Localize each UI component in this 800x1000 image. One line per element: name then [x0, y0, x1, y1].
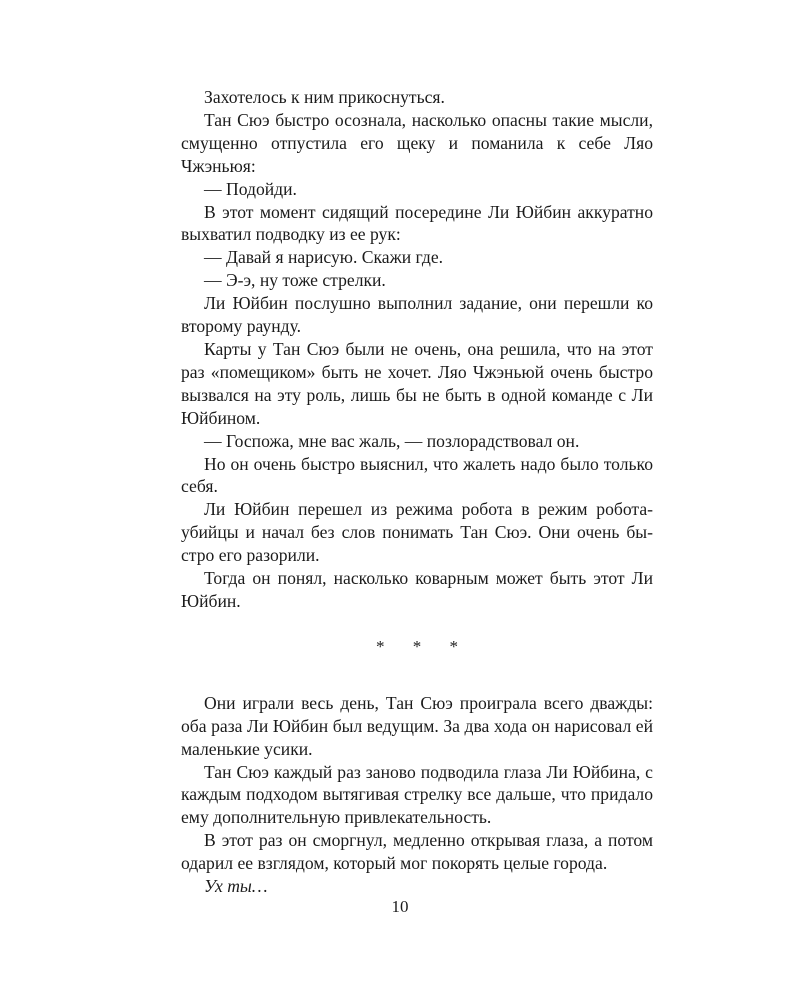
paragraph: Ли Юйбин перешел из режима робота в режим робота-убийцы и начал без слов понимать Тан Сюэ. Они очень быстро его разорили.: [181, 499, 653, 566]
dialogue-line: — Госпожа, мне вас жаль, — позлорадствовал он.: [204, 430, 580, 451]
italic-thought: Ух ты…: [204, 876, 268, 897]
paragraph: Тогда он понял, насколько коварным может быть этот Ли Юйбин.: [181, 568, 653, 611]
dialogue-line: — Подойди.: [204, 178, 297, 199]
paragraph: Но он очень быстро выяснил, что жалеть надо было только себя.: [181, 453, 653, 497]
paragraph: Захотелось к ним прикоснуться.: [204, 87, 445, 107]
paragraph: В этот момент сидящий посередине Ли Юйбин аккуратно выхватил подводку из ее рук:: [181, 201, 653, 245]
paragraph: Тан Сюэ быстро осознала, насколько опасны такие мысли, смущенно отпустила его щеку и поманила к себе Ляо Чжэньюя:: [181, 109, 653, 176]
paragraph: В этот раз он сморгнул, медленно открывая глаза, а потом одарил ее взглядом, который мог покорять целые города.: [181, 830, 653, 874]
paragraph: Они играли весь день, Тан Сюэ проиграла всего дважды: оба раза Ли Юйбин был ведущим. За два хода он нарисовал ей маленькие усики.: [181, 692, 653, 759]
dialogue-line: — Э-э, ну тоже стрелки.: [204, 270, 386, 291]
paragraph: Тан Сюэ каждый раз заново подводила глаза Ли Юйбина, с каждым подходом вытягивая стрелку все дальше, что придало ему дополнительную привлекательность.: [181, 761, 653, 828]
body-text: [181, 86, 653, 898]
paragraph: Карты у Тан Сюэ были не очень, она решила, что на этот раз «помещиком» быть не хочет. Ляо Чжэньюй очень быстро вызвался на эту роль, лишь бы не быть в одной команде с Ли Юйбином.: [181, 338, 653, 428]
page-number: 10: [391, 897, 409, 916]
scene-break: * * *: [376, 636, 470, 656]
dialogue-line: — Давай я нарисую. Скажи где.: [204, 247, 444, 268]
paragraph: Ли Юйбин послушно выполнил задание, они перешли ко второму раунду.: [181, 293, 653, 337]
